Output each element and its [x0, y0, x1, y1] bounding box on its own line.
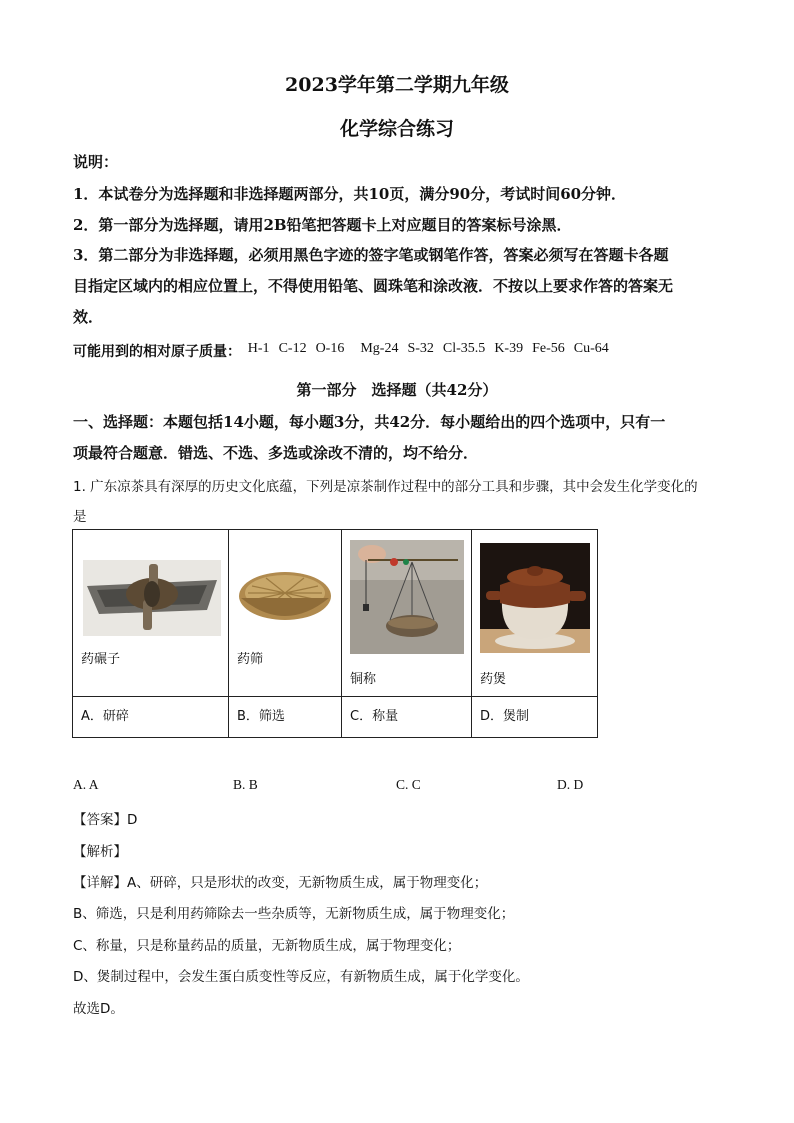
explanation-line: C、称量，只是称量药品的质量，无新物质生成，属于物理变化； — [73, 938, 461, 954]
atomic-mass: S-32 — [407, 341, 434, 356]
explanation-line: D、煲制过程中，会发生蛋白质变性等反应，有新物质生成，属于化学变化。 — [73, 969, 529, 985]
step-option-a: A．研碎 — [73, 697, 229, 738]
explanation-conclusion: 故选D。 — [73, 1001, 124, 1017]
atomic-mass: H-1 — [247, 341, 270, 356]
choice-a[interactable]: A. A — [73, 777, 99, 792]
part1-intro-line2: 项最符合题意．错选、不选、多选或涂改不清的，均不给分． — [73, 444, 479, 462]
tool-cell-grinder — [73, 530, 229, 697]
atomic-masses-row — [73, 341, 618, 361]
answer-label: 【答案】D — [73, 812, 138, 828]
exam-subtitle: 化学综合练习 — [339, 118, 454, 140]
choice-c[interactable]: C. C — [396, 777, 421, 792]
part1-heading: 第一部分 选择题（共42分） — [296, 381, 498, 399]
choice-d[interactable]: D. D — [557, 777, 584, 792]
question1-stem: 1. 广东凉茶具有深厚的历史文化底蕴，下列是凉茶制作过程中的部分工具和步骤，其中会发生化学变化的 — [73, 479, 698, 495]
step-option-b: B．筛选 — [229, 697, 342, 738]
atomic-mass: Mg-24 — [360, 341, 399, 356]
atomic-mass: Fe-56 — [532, 341, 565, 356]
atomic-mass: O-16 — [315, 341, 345, 356]
tool-cell-sieve — [229, 530, 342, 697]
tool-cell-scale — [342, 530, 472, 697]
tool-label: 药煲 — [480, 672, 507, 687]
tool-label: 药碾子 — [81, 652, 121, 667]
instruction-item-3-end: 效． — [73, 308, 104, 326]
explanation-line: 【详解】A、研碎，只是形状的改变，无新物质生成，属于物理变化； — [73, 875, 488, 891]
clay-pot-photo — [480, 543, 590, 653]
atomic-masses-label: 可能用到的相对原子质量： — [73, 344, 241, 360]
copper-scale-photo — [350, 540, 464, 654]
instruction-item-3: 3．第二部分为非选择题，必须用黑色字迹的签字笔或钢笔作答，答案必须写在答题卡各题 — [73, 246, 669, 264]
explanation-line: B、筛选，只是利用药筛除去一些杂质等，无新物质生成，属于物理变化； — [73, 906, 515, 922]
instruction-item-2: 2．第一部分为选择题，请用2B铅笔把答题卡上对应题目的答案标号涂黑． — [73, 216, 572, 234]
question1-stem-end: 是 — [73, 509, 87, 525]
tool-label: 药筛 — [237, 652, 264, 667]
step-option-d: D．煲制 — [472, 697, 598, 738]
tool-label: 铜称 — [350, 672, 377, 687]
atomic-mass: K-39 — [494, 341, 524, 356]
step-option-c: C．称量 — [342, 697, 472, 738]
herb-grinder-photo — [83, 560, 221, 636]
part1-intro-line1: 一、选择题：本题包括14小题，每小题3分，共42分．每小题给出的四个选项中，只有一 — [73, 413, 666, 431]
analysis-label: 【解析】 — [73, 844, 127, 860]
choice-b[interactable]: B. B — [233, 777, 258, 792]
tool-cell-pot — [472, 530, 598, 697]
bamboo-sieve-photo — [236, 560, 334, 638]
instructions-label: 说明： — [73, 153, 119, 171]
exam-title: 2023学年第二学期九年级 — [285, 74, 509, 96]
question1-table — [72, 529, 598, 738]
instruction-item-1: 1．本试卷分为选择题和非选择题两部分，共10页，满分90分，考试时间60分钟． — [73, 185, 627, 203]
atomic-masses-list — [248, 338, 618, 356]
instruction-item-3-cont: 目指定区域内的相应位置上，不得使用铅笔、圆珠笔和涂改液．不按以上要求作答的答案无 — [73, 277, 674, 295]
atomic-mass: Cu-64 — [573, 341, 609, 356]
atomic-mass: C-12 — [278, 341, 307, 356]
atomic-mass: Cl-35.5 — [442, 341, 486, 356]
